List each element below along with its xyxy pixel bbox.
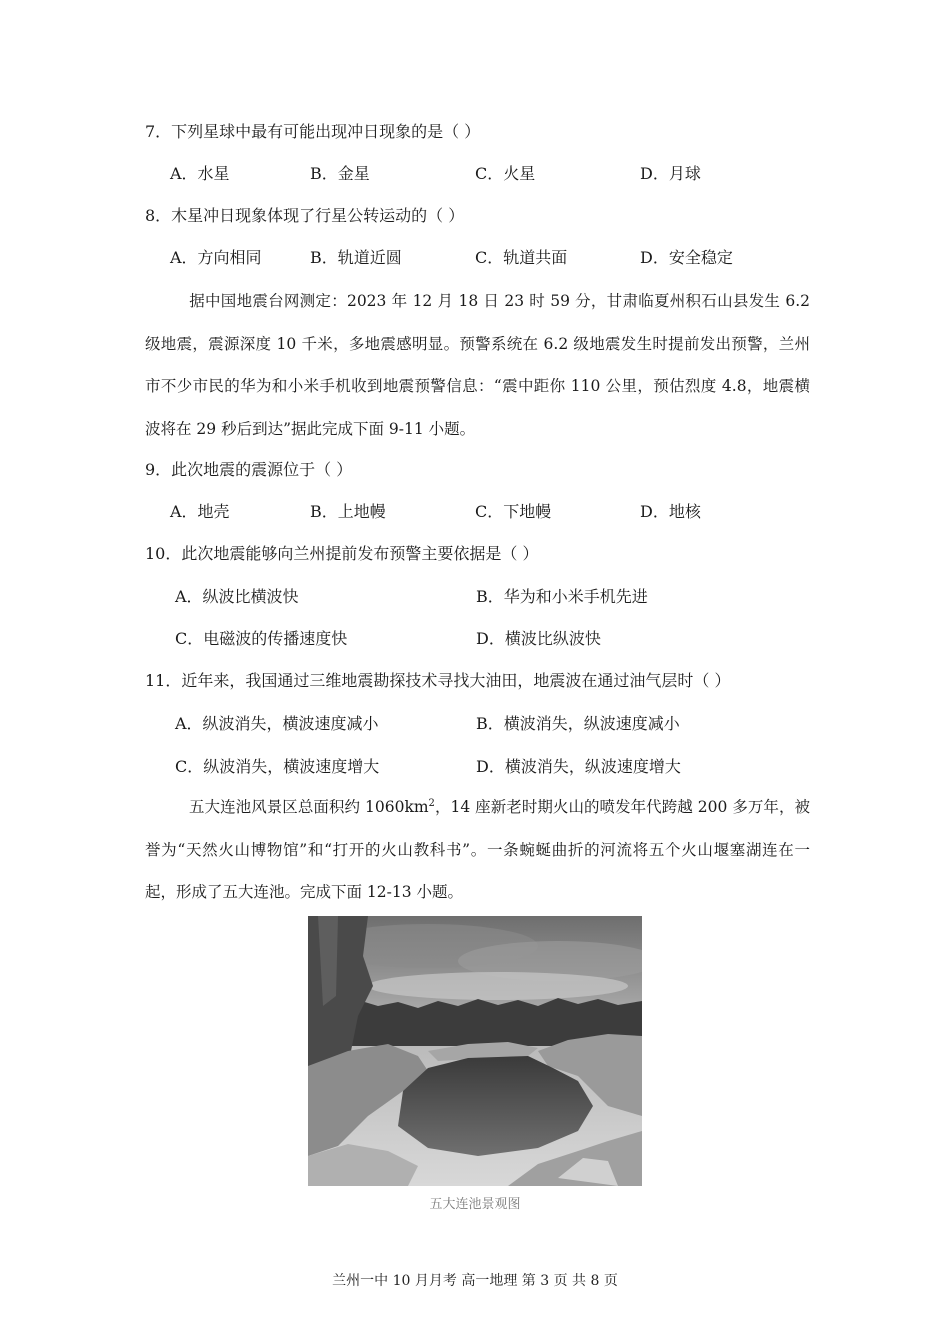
earthquake-passage [145, 280, 810, 450]
question-8-option-d[interactable]: D．安全稳定 [640, 248, 733, 267]
question-8-stem: 8．木星冲日现象体现了行星公转运动的（ ） [145, 206, 465, 225]
question-11-stem: 11．近年来，我国通过三维地震勘探技术寻找大油田，地震波在通过油气层时（ ） [145, 671, 731, 690]
question-11-option-c[interactable]: C．纵波消失，横波速度增大 [175, 757, 380, 776]
question-7-stem: 7．下列星球中最有可能出现冲日现象的是（ ） [145, 122, 481, 141]
question-10-option-b[interactable]: B．华为和小米手机先进 [476, 587, 648, 606]
question-9-option-b[interactable]: B．上地幔 [310, 502, 386, 521]
question-9-option-d[interactable]: D．地核 [640, 502, 701, 521]
question-11-option-a[interactable]: A．纵波消失，横波速度减小 [175, 714, 379, 733]
question-10-option-a[interactable]: A．纵波比横波快 [175, 587, 299, 606]
area-superscript: 2 [428, 797, 435, 809]
question-9-option-c[interactable]: C．下地幔 [475, 502, 552, 521]
question-9-stem: 9．此次地震的震源位于（ ） [145, 460, 353, 479]
question-7-option-a[interactable]: A．水星 [170, 164, 230, 183]
question-7-option-d[interactable]: D．月球 [640, 164, 701, 183]
wudalianchi-landscape-photo [308, 916, 642, 1186]
page-footer: 兰州一中 10 月月考 高一地理 第 3 页 共 8 页 [332, 1273, 618, 1289]
question-7-option-c[interactable]: C．火星 [475, 164, 536, 183]
question-10-option-d[interactable]: D．横波比纵波快 [476, 629, 601, 648]
question-8-option-a[interactable]: A．方向相同 [170, 248, 262, 267]
figure-caption: 五大连池景观图 [429, 1197, 521, 1212]
wudalianchi-passage-text-a: 五大连池风景区总面积约 1060km [189, 798, 429, 816]
question-10-option-c[interactable]: C．电磁波的传播速度快 [175, 629, 348, 648]
question-9-option-a[interactable]: A．地壳 [170, 502, 230, 521]
question-8-option-c[interactable]: C．轨道共面 [475, 248, 568, 267]
question-11-option-b[interactable]: B．横波消失，纵波速度减小 [476, 714, 680, 733]
question-10-stem: 10．此次地震能够向兰州提前发布预警主要依据是（ ） [145, 544, 539, 563]
question-7-option-b[interactable]: B．金星 [310, 164, 370, 183]
earthquake-passage-text: 据中国地震台网测定：2023 年 12 月 18 日 23 时 59 分，甘肃临夏州积石山县发生 6.2 级地震，震源深度 10 千米，多地震感明显。预警系统在 6.2 级地震发生时提前发出预警，兰州市不少市民的华为和小米手机收到地震预警信息：“震中距你 110 公里，预估烈度 4.8，地震横波将在 29 秒后到达”据此完成下面 9-11 小题。 [145, 292, 810, 438]
wudalianchi-passage [145, 786, 810, 914]
question-8-option-b[interactable]: B．轨道近圆 [310, 248, 402, 267]
wudalianchi-passage-text-b: ，14 座新老时期火山的喷发年代跨越 200 多万年，被誉为“天然火山博物馆”和“打开的火山教科书”。一条蜿蜒曲折的河流将五个火山堰塞湖连在一起，形成了五大连池。完成下面 12-13 小题。 [145, 798, 810, 901]
question-11-option-d[interactable]: D．横波消失，纵波速度增大 [476, 757, 681, 776]
